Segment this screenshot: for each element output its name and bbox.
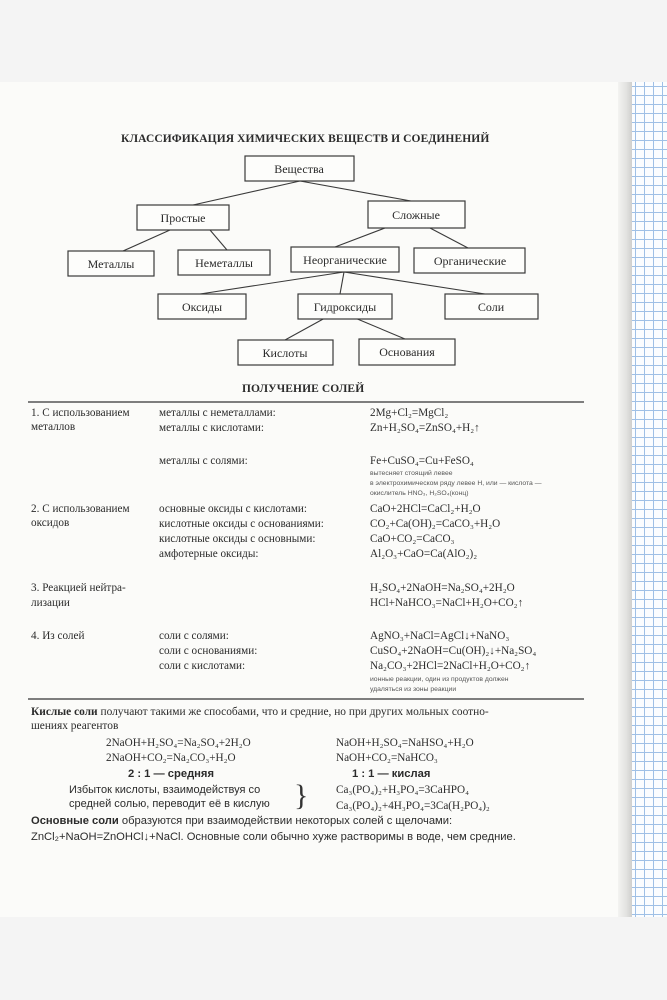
- s1-note-2: в электрохимическом ряду левее H, или — кислота —: [370, 480, 542, 487]
- svg-text:Сложные: Сложные: [392, 208, 440, 222]
- acid-salts-lead: Кислые соли: [31, 706, 98, 718]
- svg-text:Оксиды: Оксиды: [181, 300, 223, 314]
- excess-acid-eq1: Ca₃(PO₄)₂+H₃PO₄=3CaHPO₄: [336, 784, 469, 796]
- link-simple-metals: [123, 230, 170, 251]
- s1-row1-eq: 2Mg+Cl₂=MgCl₂: [370, 407, 449, 419]
- node-oxides: [158, 294, 246, 319]
- svg-text:Соли: Соли: [477, 300, 505, 314]
- node-substances: [245, 156, 354, 181]
- node-complex: [368, 201, 465, 228]
- curly-brace: }: [294, 779, 309, 812]
- s2-row1-eq: CaO+2HCl=CaCl₂+H₂O: [370, 503, 481, 515]
- s4-row1-eq: AgNO₃+NaCl=AgCl↓+NaNO₃: [370, 630, 510, 642]
- section-3-heading-cont: лизации: [31, 597, 70, 609]
- node-salts: [445, 294, 538, 319]
- s4-note-2: удаляться из зоны реакции: [370, 686, 457, 693]
- excess-acid-text-1: Избыток кислоты, взаимодействуя со: [69, 784, 261, 796]
- basic-salts-text: образуются при взаимодействии некоторых солей с щелочами:: [118, 815, 453, 827]
- svg-text:Кислоты: Кислоты: [262, 346, 308, 360]
- svg-text:Неметаллы: Неметаллы: [195, 256, 253, 270]
- s2-row1-desc: основные оксиды с кислотами:: [159, 503, 308, 515]
- s4-row1-desc: соли с солями:: [159, 630, 229, 642]
- link-simple-nonmetals: [210, 230, 227, 250]
- excess-acid-text-2: средней солью, переводит её в кислую: [69, 798, 270, 810]
- s4-row3-eq: Na₂CO₃+2HCl=2NaCl+H₂O+CO₂↑: [370, 660, 531, 672]
- link-root-complex: [300, 181, 411, 201]
- s4-row2-eq: CuSO₄+2NaOH=Cu(OH)₂↓+Na₂SO₄: [370, 645, 537, 657]
- section-1-heading-cont: металлов: [31, 421, 76, 433]
- link-hydroxides-acids: [285, 318, 325, 340]
- svg-text:Простые: Простые: [160, 211, 206, 225]
- acid-right-eq2: NaOH+CO₂=NaHCO₃: [336, 752, 438, 764]
- link-hydroxides-bases: [355, 318, 405, 339]
- section-3-heading: 3. Реакцией нейтра-: [31, 582, 126, 594]
- salts-title: ПОЛУЧЕНИЕ СОЛЕЙ: [242, 383, 365, 395]
- s4-note-1: ионные реакции, один из продуктов должен: [370, 676, 509, 683]
- node-simple: [137, 205, 229, 230]
- s2-row2-desc: кислотные оксиды с основаниями:: [159, 518, 324, 530]
- s2-row3-desc: кислотные оксиды с основными:: [159, 533, 316, 545]
- acid-left-eq2: 2NaOH+CO₂=Na₂CO₃+H₂O: [106, 752, 236, 764]
- node-hydroxides: [298, 294, 392, 319]
- section-4-heading: 4. Из солей: [31, 630, 85, 642]
- svg-text:Неорганические: Неорганические: [303, 253, 387, 267]
- basic-salts-line-1: [31, 815, 452, 828]
- acid-salts-line-1: [31, 706, 489, 719]
- s1-note-1: вытесняет стоящий левее: [370, 470, 453, 477]
- s2-row4-eq: Al₂O₃+CaO=Ca(AlO₂)₂: [370, 548, 478, 560]
- acid-right-ratio: 1 : 1 — кислая: [352, 768, 431, 780]
- s3-eq1: H₂SO₄+2NaOH=Na₂SO₄+2H₂O: [370, 582, 515, 594]
- node-metals: [68, 251, 154, 276]
- acid-right-eq1: NaOH+H₂SO₄=NaHSO₄+H₂O: [336, 737, 474, 749]
- s1-row3-desc: металлы с солями:: [159, 455, 248, 467]
- s1-row2-eq: Zn+H₂SO₄=ZnSO₄+H₂↑: [370, 422, 480, 434]
- node-acids: [238, 340, 333, 365]
- svg-text:Вещества: Вещества: [274, 162, 324, 176]
- s3-eq2: HCl+NaHCO₃=NaCl+H₂O+CO₂↑: [370, 597, 524, 609]
- basic-salts-line-2: ZnCl₂+NaOH=ZnOHCl↓+NaCl. Основные соли обычно хуже растворимы в воде, чем средние.: [31, 831, 516, 843]
- section-2-heading: 2. С использованием: [31, 503, 130, 515]
- s2-row2-eq: CO₂+Ca(OH)₂=CaCO₃+H₂O: [370, 518, 501, 530]
- s1-row2-desc: металлы с кислотами:: [159, 422, 264, 434]
- node-bases: [359, 339, 455, 365]
- link-root-simple: [193, 181, 300, 205]
- svg-text:Органические: Органические: [433, 254, 507, 268]
- svg-text:Основания: Основания: [379, 345, 435, 359]
- link-inorganic-hydroxides: [340, 272, 344, 294]
- section-2-heading-cont: оксидов: [31, 517, 70, 529]
- link-complex-inorganic: [335, 228, 385, 247]
- acid-left-ratio: 2 : 1 — средняя: [128, 768, 214, 780]
- s1-row1-desc: металлы с неметаллами:: [159, 407, 276, 419]
- node-nonmetals: [178, 250, 270, 275]
- svg-text:Гидроксиды: Гидроксиды: [313, 300, 377, 314]
- s1-row3-eq: Fe+CuSO₄=Cu+FeSO₄: [370, 455, 474, 467]
- page-title: КЛАССИФИКАЦИЯ ХИМИЧЕСКИХ ВЕЩЕСТВ И СОЕДИНЕНИЙ: [121, 133, 490, 145]
- section-1-heading: 1. С использованием: [31, 407, 130, 419]
- excess-acid-eq2: Ca₃(PO₄)₂+4H₃PO₄=3Ca(H₂PO₄)₂: [336, 800, 490, 812]
- s4-row3-desc: соли с кислотами:: [159, 660, 246, 672]
- s4-row2-desc: соли с основаниями:: [159, 645, 258, 657]
- svg-text:Металлы: Металлы: [87, 257, 135, 271]
- node-organic: [414, 248, 525, 273]
- acid-salts-text: получают такими же способами, что и средние, но при других мольных соотно-: [97, 706, 489, 718]
- link-inorganic-salts: [344, 272, 485, 294]
- acid-salts-line-2: шениях реагентов: [31, 720, 119, 732]
- link-complex-organic: [430, 228, 468, 248]
- acid-left-eq1: 2NaOH+H₂SO₄=Na₂SO₄+2H₂O: [106, 737, 251, 749]
- basic-salts-lead: Основные соли: [31, 815, 119, 827]
- node-inorganic: [291, 247, 399, 272]
- s1-note-3: окислитель HNO₃, H₂SO₄(конц): [370, 490, 469, 497]
- s2-row3-eq: CaO+CO₂=CaCO₃: [370, 533, 455, 545]
- s2-row4-desc: амфотерные оксиды:: [159, 548, 259, 560]
